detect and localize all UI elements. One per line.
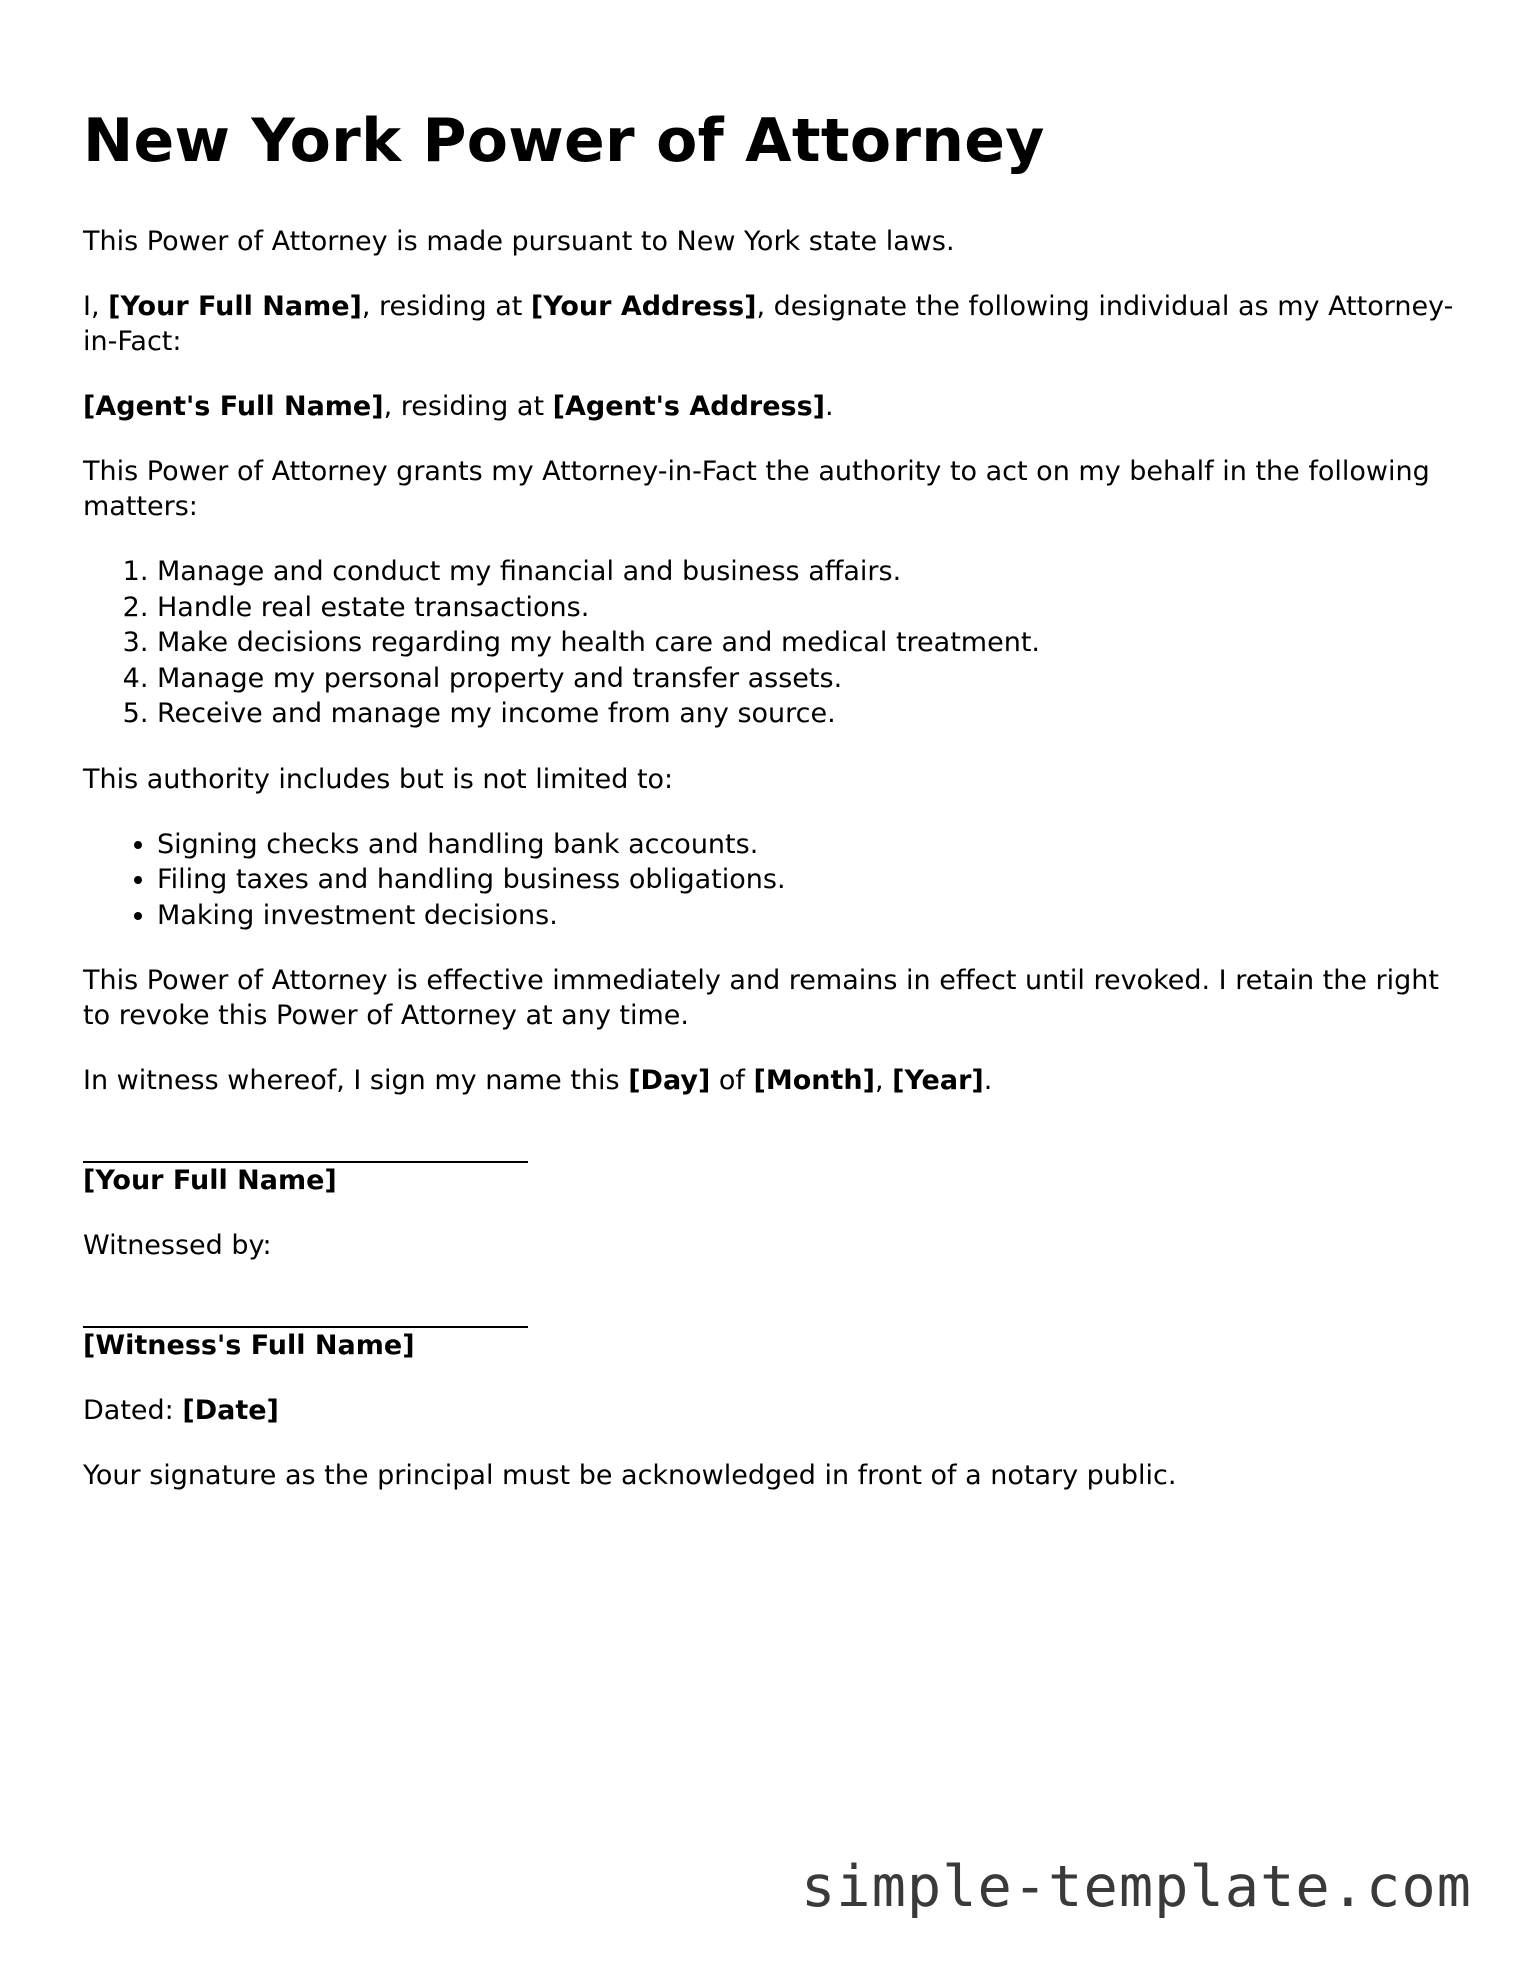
designation-paragraph [83, 289, 1463, 359]
principal-name-placeholder: [Your Full Name] [108, 291, 362, 322]
principal-signature-block [83, 1128, 1463, 1198]
witness-clause-of: of [710, 1065, 754, 1096]
witness-signature-line [83, 1293, 528, 1328]
agent-name-placeholder: [Agent's Full Name] [83, 391, 384, 422]
power-item: 4. Manage my personal property and transfer assets. [157, 661, 1463, 697]
includes-item: • Signing checks and handling bank accounts. [157, 827, 1463, 863]
witness-clause [83, 1063, 1463, 1098]
witness-clause-prefix: In witness whereof, I sign my name this [83, 1065, 629, 1096]
powers-list [83, 554, 1463, 732]
witness-signature-name: [Witness's Full Name] [83, 1330, 415, 1361]
principal-address-placeholder: [Your Address] [530, 291, 757, 322]
effective-paragraph: This Power of Attorney is effective immediately and remains in effect until revoked. I retain the right to revoke this Power of Attorney at any time. [83, 965, 1439, 1031]
date-placeholder: [Date] [182, 1395, 279, 1426]
dated-line [83, 1393, 1463, 1428]
agent-mid: , residing at [383, 391, 553, 422]
agent-address-placeholder: [Agent's Address] [552, 391, 826, 422]
power-item: 3. Make decisions regarding my health care and medical treatment. [157, 625, 1463, 661]
agent-paragraph [83, 389, 1463, 424]
watermark: simple-template.com [800, 1854, 1472, 1920]
designation-suffix: , designate the following individual as my Attorney-in-Fact: [83, 291, 1454, 357]
document-title: New York Power of Attorney [83, 106, 1045, 176]
power-item: 5. Receive and manage my income from any source. [157, 696, 1463, 732]
day-placeholder: [Day] [628, 1065, 711, 1096]
dated-label: Dated: [83, 1395, 183, 1426]
principal-signature-line [83, 1128, 528, 1163]
designation-mid: , residing at [361, 291, 531, 322]
principal-signature-name: [Your Full Name] [83, 1165, 337, 1196]
power-item: 1. Manage and conduct my financial and business affairs. [157, 554, 1463, 590]
year-placeholder: [Year] [892, 1065, 984, 1096]
witness-clause-comma: , [874, 1065, 893, 1096]
agent-suffix: . [825, 391, 834, 422]
intro-paragraph: This Power of Attorney is made pursuant to New York state laws. [83, 226, 955, 257]
power-item: 2. Handle real estate transactions. [157, 590, 1463, 626]
includes-list [83, 827, 1463, 934]
witness-signature-block [83, 1293, 1463, 1363]
month-placeholder: [Month] [753, 1065, 875, 1096]
document-page [83, 102, 1463, 1523]
includes-paragraph: This authority includes but is not limited to: [83, 763, 674, 795]
witnessed-by-label: Witnessed by: [83, 1230, 272, 1261]
witness-clause-suffix: . [983, 1065, 993, 1096]
notary-note: Your signature as the principal must be acknowledged in front of a notary public. [83, 1460, 1177, 1491]
designation-prefix: I, [83, 291, 109, 322]
includes-item: • Filing taxes and handling business obligations. [157, 862, 1463, 898]
includes-item: • Making investment decisions. [157, 898, 1463, 934]
grant-paragraph: This Power of Attorney grants my Attorney-in-Fact the authority to act on my behalf in the following matters: [83, 456, 1430, 522]
